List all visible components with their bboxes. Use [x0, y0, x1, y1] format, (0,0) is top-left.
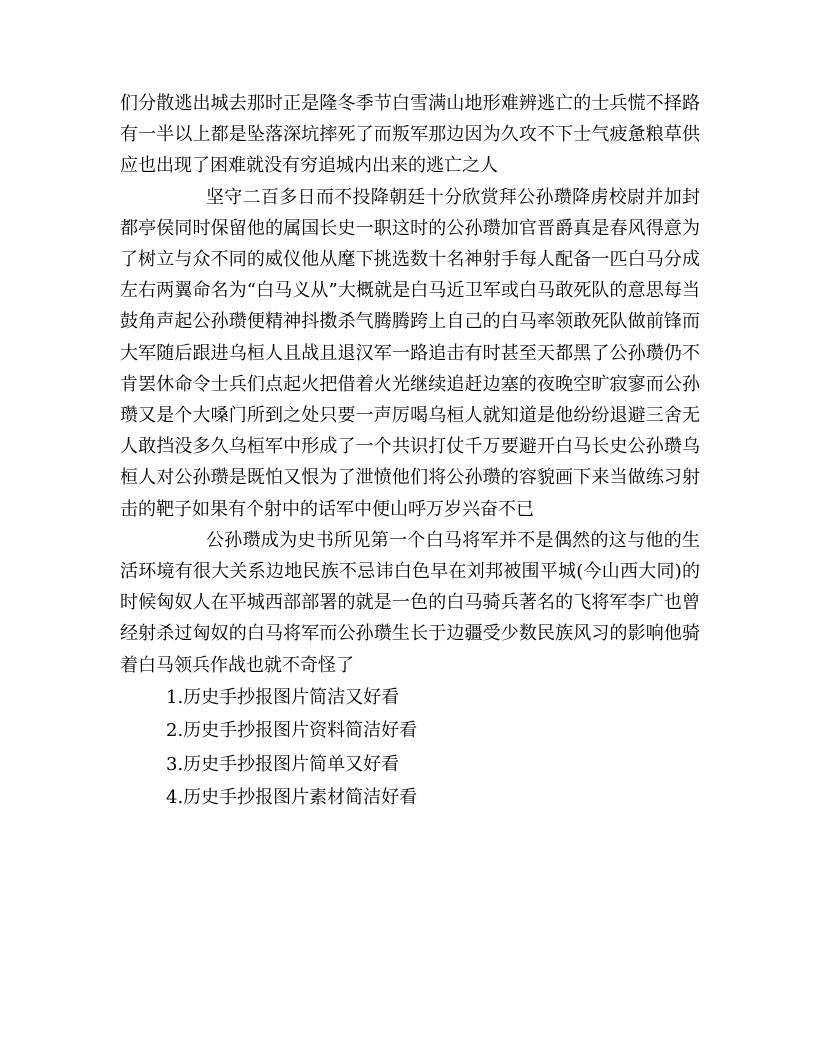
related-links-list — [120, 681, 700, 815]
paragraph-continuation: 们分散逃出城去那时正是隆冬季节白雪满山地形难辨逃亡的士兵慌不择路有一半以上都是坠落深坑摔死了而叛军那边因为久攻不下士气疲惫粮草供应也出现了困难就没有穷追城内出来的逃亡之人 — [120, 93, 700, 177]
list-item: 2.历史手抄报图片资料简洁好看 — [166, 720, 418, 742]
list-item: 1.历史手抄报图片简洁又好看 — [166, 686, 400, 708]
list-item: 3.历史手抄报图片简单又好看 — [166, 753, 400, 775]
list-item: 4.历史手抄报图片素材简洁好看 — [166, 787, 418, 809]
paragraph-white-horse-guard: 坚守二百多日而不投降朝廷十分欣赏拜公孙瓒降虏校尉并加封都亭侯同时保留他的属国长史一职这时的公孙瓒加官晋爵真是春风得意为了树立与众不同的威仪他从麾下挑选数十名神射手每人配备一匹白马分成左右两翼命名为“白马义从”大概就是白马近卫军或白马敢死队的意思每当鼓角声起公孙瓒便精神抖擞杀气腾腾跨上自己的白马率领敢死队做前锋而大军随后跟进乌桓人且战且退汉军一路追击有时甚至天都黑了公孙瓒仍不肯罢休命令士兵们点起火把借着火光继续追赶边塞的夜晚空旷寂寥而公孙瓒又是个大嗓门所到之处只要一声厉喝乌桓人就知道是他纷纷退避三舍无人敢挡没多久乌桓军中形成了一个共识打仗千万要避开白马长史公孙瓒乌桓人对公孙瓒是既怕又恨为了泄愤他们将公孙瓒的容貌画下来当做练习射击的靶子如果有个射中的话军中便山呼万岁兴奋不已 — [120, 186, 700, 520]
paragraph-white-horse-general: 公孙瓒成为史书所见第一个白马将军并不是偶然的这与他的生活环境有很大关系边地民族不忌讳白色早在刘邦被围平城(今山西大同)的时候匈奴人在平城西部部署的就是一色的白马骑兵著名的飞将军李广也曾经射杀过匈奴的白马将军而公孙瓒生长于边疆受少数民族风习的影响他骑着白马领兵作战也就不奇怪了 — [120, 529, 700, 676]
document-body — [120, 88, 700, 815]
